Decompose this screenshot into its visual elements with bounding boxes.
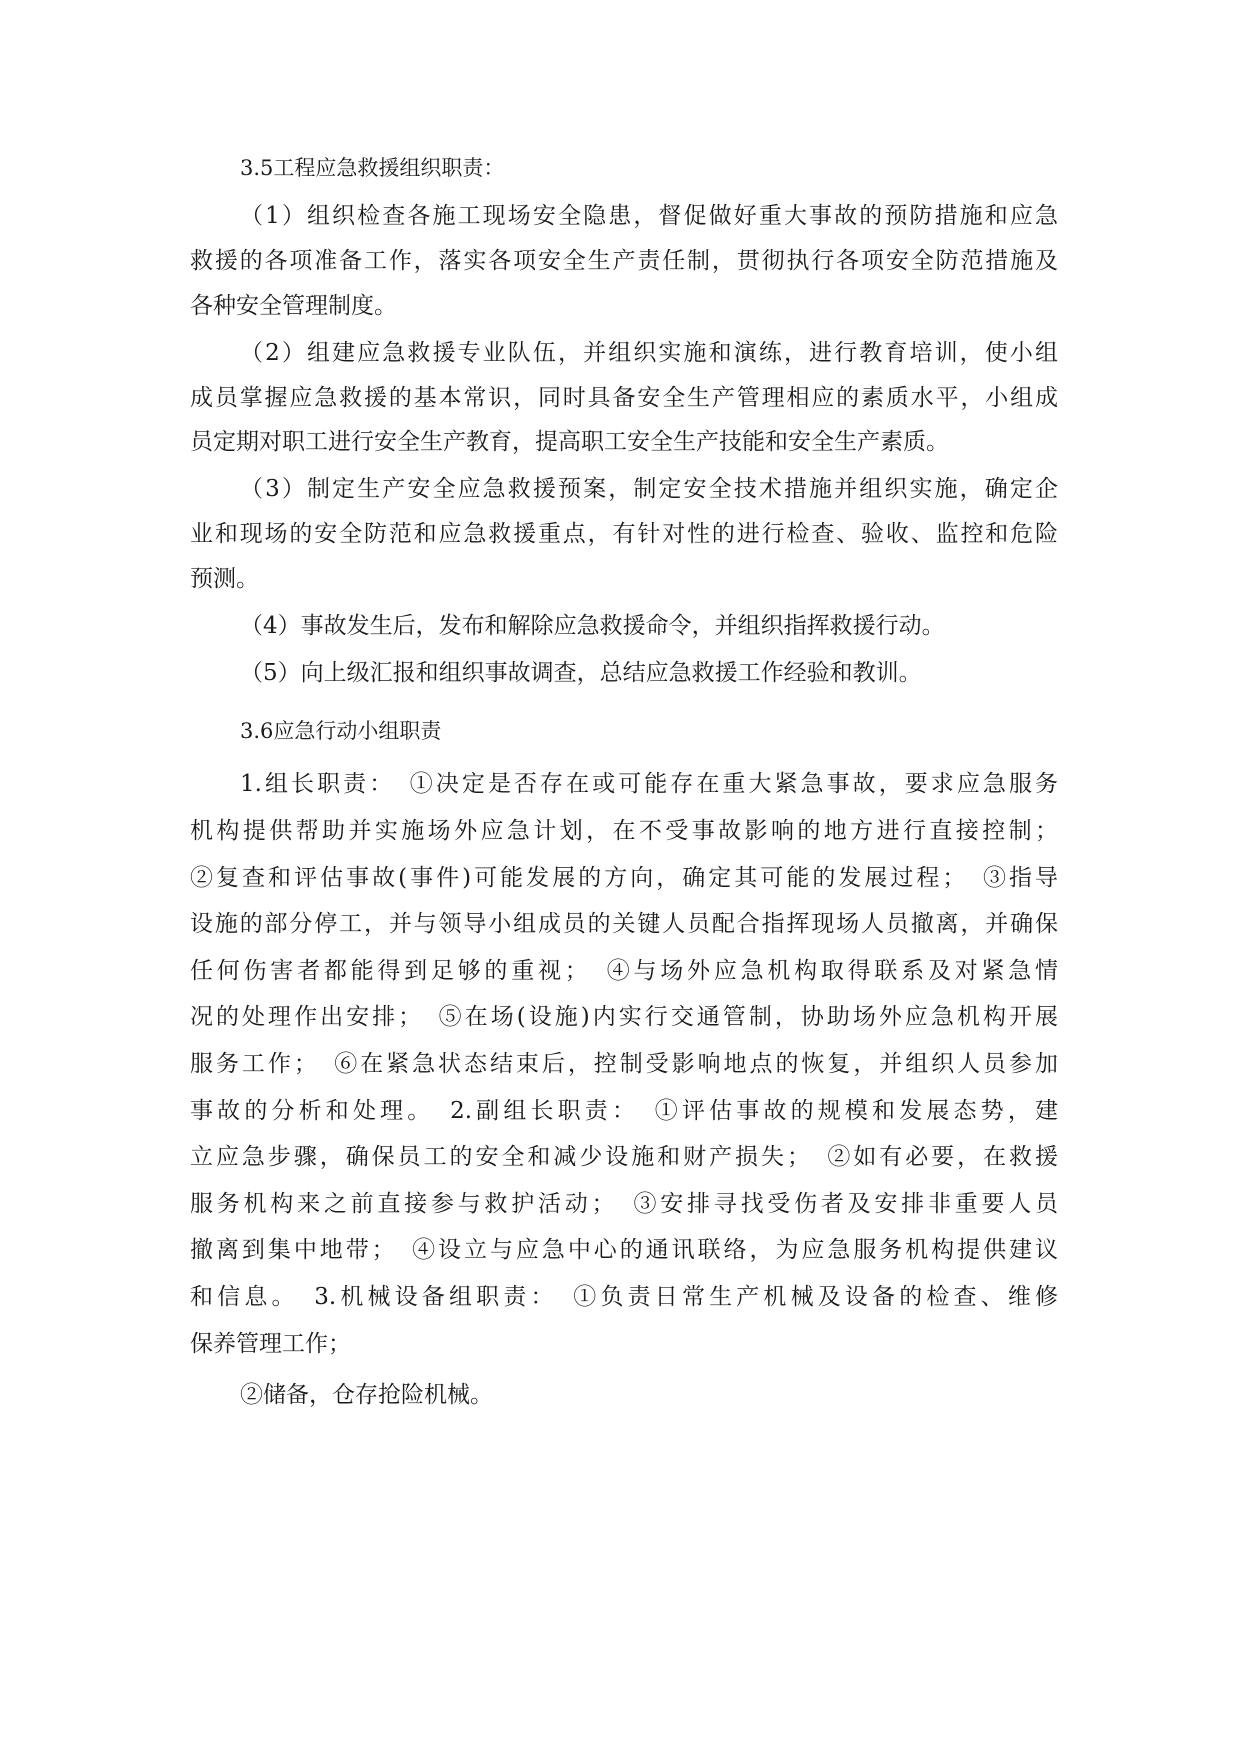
duties-line-4: 设施的部分停工，并与领导小组成员的关键人员配合指挥现场人员撤离，并确保 [190, 911, 1058, 937]
paragraph-2-line-3: 员定期对职工进行安全生产教育，提高职工安全生产技能和安全生产素质。 [190, 429, 949, 455]
duties-line-1: 1.组长职责： ①决定是否存在或可能存在重大紧急事故，要求应急服务 [240, 771, 1058, 797]
duties-last-line: ②储备，仓存抢险机械。 [240, 1382, 493, 1408]
duties-line-2: 机构提供帮助并实施场外应急计划，在不受事故影响的地方进行直接控制； [190, 818, 1058, 844]
duties-line-6: 况的处理作出安排； ⑤在场(设施)内实行交通管制，协助场外应急机构开展 [190, 1004, 1058, 1030]
duties-line-5: 任何伤害者都能得到足够的重视； ④与场外应急机构取得联系及对紧急情 [190, 958, 1058, 984]
paragraph-2-line-2: 成员掌握应急救援的基本常识，同时具备安全生产管理相应的素质水平，小组成 [190, 385, 1058, 411]
paragraph-3-line-3: 预测。 [190, 566, 259, 592]
section-heading-3-6: 3.6应急行动小组职责 [240, 719, 442, 743]
section-heading-3-5: 3.5工程应急救援组织职责： [240, 156, 505, 180]
duties-line-12: 和信息。 3.机械设备组职责： ①负责日常生产机械及设备的检查、维修 [190, 1284, 1058, 1310]
duties-line-7: 服务工作； ⑥在紧急状态结束后，控制受影响地点的恢复，并组织人员参加 [190, 1051, 1058, 1077]
duties-line-13: 保养管理工作； [190, 1331, 351, 1357]
paragraph-4: （4）事故发生后，发布和解除应急救援命令，并组织指挥救援行动。 [240, 613, 945, 639]
duties-line-3: ②复查和评估事故(事件)可能发展的方向，确定其可能的发展过程； ③指导 [190, 865, 1058, 891]
paragraph-3-line-2: 业和现场的安全防范和应急救援重点，有针对性的进行检查、验收、监控和危险 [190, 521, 1058, 547]
paragraph-1-line-3: 各种安全管理制度。 [190, 293, 397, 319]
paragraph-1-line-1: （1）组织检查各施工现场安全隐患，督促做好重大事故的预防措施和应急 [240, 203, 1058, 229]
paragraph-1-line-2: 救援的各项准备工作，落实各项安全生产责任制，贯彻执行各项安全防范措施及 [190, 248, 1058, 274]
paragraph-3-line-1: （3）制定生产安全应急救援预案，制定安全技术措施并组织实施，确定企 [240, 476, 1058, 502]
paragraph-5: （5）向上级汇报和组织事故调查，总结应急救援工作经验和教训。 [240, 660, 922, 686]
duties-line-8: 事故的分析和处理。 2.副组长职责： ①评估事故的规模和发展态势，建 [190, 1098, 1058, 1124]
paragraph-2-line-1: （2）组建应急救援专业队伍，并组织实施和演练，进行教育培训，使小组 [240, 340, 1058, 366]
duties-line-9: 立应急步骤，确保员工的安全和减少设施和财产损失； ②如有必要，在救援 [190, 1144, 1058, 1170]
duties-line-10: 服务机构来之前直接参与救护活动； ③安排寻找受伤者及安排非重要人员 [190, 1191, 1058, 1217]
duties-line-11: 撤离到集中地带； ④设立与应急中心的通讯联络，为应急服务机构提供建议 [190, 1237, 1058, 1263]
